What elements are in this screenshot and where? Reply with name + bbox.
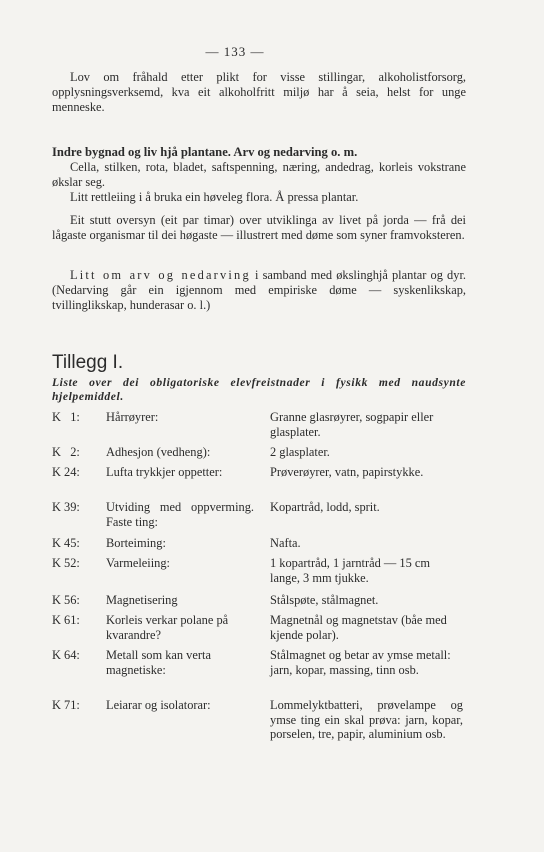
experiment-material: 1 kopartråd, 1 jarntråd — 15 cm lange, 3 mm tjukke. <box>270 556 430 585</box>
experiment-material: 2 glasplater. <box>270 445 330 459</box>
experiment-code: K 1: <box>52 410 80 424</box>
section-heading: Indre bygnad og liv hjå plantane. Arv og nedarving o. m. <box>52 145 358 159</box>
experiment-code: K 2: <box>52 445 80 459</box>
experiment-title: Hårrøyrer: <box>106 410 159 424</box>
intro-paragraph: Lov om fråhald etter plikt for visse stillingar, alkoholistforsorg, opplysningsverksemd, kva eit alkoholfritt miljø har å seia, helst for unge menneske. <box>52 70 466 114</box>
experiment-title: Magnetisering <box>106 593 178 607</box>
experiment-code: K 64: <box>52 648 80 662</box>
intro-paragraph-block <box>52 70 466 115</box>
experiment-material: Kopartråd, lodd, sprit. <box>270 500 380 514</box>
experiment-material: Magnetnål og magnetstav (båe med kjende polar). <box>270 613 447 642</box>
experiment-title: Korleis verkar polane på kvarandre? <box>106 613 229 642</box>
page-number: — 133 — <box>205 44 265 59</box>
heredity-rest-text: i samband med økslinghjå plantar og dyr. (Nedarving går ein igjennom med empiriske døme — syskenlikskap, tvillinglikskap, hunderasar o. l.) <box>52 268 466 312</box>
experiment-material: Prøverøyrer, vatn, papirstykke. <box>270 465 424 479</box>
section-line-2: Litt rettleiing i å bruka ein høveleg flora. Å pressa plantar. <box>70 190 359 204</box>
experiment-material: Nafta. <box>270 536 301 550</box>
experiment-material: Stålmagnet og betar av ymse metall: jarn, kopar, massing, tinn osb. <box>270 648 451 677</box>
experiment-title: Lufta trykkjer oppetter: <box>106 465 223 479</box>
section-line-1: Cella, stilken, rota, bladet, saftspenning, næring, andedrag, korleis vokstrane økslar seg. <box>52 160 466 189</box>
heredity-block <box>52 268 466 313</box>
experiment-material: Granne glasrøyrer, sogpapir eller glasplater. <box>270 410 434 439</box>
experiment-material: Lommelyktbatteri, prøvelampe og ymse ting ein skal prøva: jarn, kopar, porselen, tre, papir, aluminium osb. <box>270 698 463 741</box>
experiment-code: K 61: <box>52 613 80 627</box>
experiment-code: K 45: <box>52 536 80 550</box>
section-block <box>52 145 466 205</box>
experiment-code: K 56: <box>52 593 80 607</box>
experiment-title: Leiarar og isolatorar: <box>106 698 211 712</box>
experiment-material: Stålspøte, stålmagnet. <box>270 593 379 607</box>
list-heading: Liste over dei obligatoriske elevfreistnader i fysikk med naudsynte hjelpemiddel. <box>52 376 466 403</box>
overview-block <box>52 213 466 243</box>
experiment-title: Adhesjon (vedheng): <box>106 445 211 459</box>
heredity-paragraph <box>52 268 466 313</box>
experiment-code: K 52: <box>52 556 80 570</box>
overview-paragraph: Eit stutt oversyn (eit par timar) over utviklinga av livet på jorda — frå dei lågaste organismar til dei høgaste — illustrert med døme som syner framvoksteren. <box>52 213 466 242</box>
experiment-code: K 71: <box>52 698 80 712</box>
experiment-title: Borteiming: <box>106 536 166 550</box>
appendix-title: Tillegg I. <box>52 352 124 373</box>
experiment-code: K 24: <box>52 465 80 479</box>
experiment-code: K 39: <box>52 500 80 514</box>
heredity-spaced-text: Litt om arv og nedarving <box>70 268 251 282</box>
experiment-title: Metall som kan verta magnetiske: <box>106 648 211 677</box>
experiment-title: Utviding med oppverming. Faste ting: <box>106 500 254 529</box>
experiment-title: Varmeleiing: <box>106 556 170 570</box>
